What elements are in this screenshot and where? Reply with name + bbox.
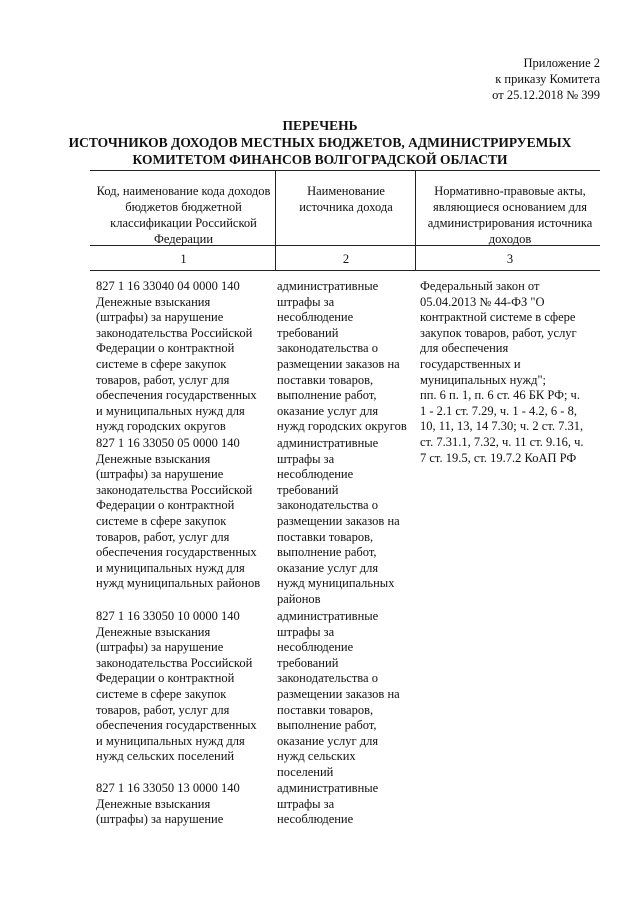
code-line: обеспечения государственных <box>96 388 257 403</box>
source-line: выполнение работ, <box>277 718 377 733</box>
code-line: системе в сфере закупок <box>96 356 227 371</box>
source-line: нужд городских округов <box>277 419 407 434</box>
code-line: 827 1 16 33050 10 0000 140 <box>96 609 240 623</box>
code-line: системе в сфере закупок <box>96 686 227 701</box>
table-row-3-code <box>96 609 271 765</box>
code-line: Федерации о контрактной <box>96 498 235 513</box>
code-line: товаров, работ, услуг для <box>96 372 230 387</box>
table-row-1-code <box>96 279 271 435</box>
code-line: нужд городских округов <box>96 419 226 434</box>
code-line: Денежные взыскания <box>96 294 211 309</box>
header-source: Наименование источника дохода <box>299 184 393 214</box>
appendix-line-1: Приложение 2 <box>523 56 600 70</box>
source-line: размещении заказов на <box>277 356 400 371</box>
source-line: законодательства о <box>277 671 378 686</box>
source-line: оказание услуг для <box>277 403 379 418</box>
table-number-divider <box>90 270 600 271</box>
table-row-2-source <box>277 436 417 608</box>
column-number-1: 1 <box>180 252 187 266</box>
title-line-2: ИСТОЧНИКОВ ДОХОДОВ МЕСТНЫХ БЮДЖЕТОВ, АДМИНИСТРИРУЕМЫХ <box>68 135 572 150</box>
code-line: и муниципальных нужд для <box>96 733 245 748</box>
code-line: системе в сфере закупок <box>96 513 227 528</box>
column-number-2: 2 <box>342 252 350 266</box>
code-line: (штрафы) за нарушение <box>96 812 224 827</box>
code-line: законодательства Российской <box>96 655 253 670</box>
source-line: административные <box>277 609 379 623</box>
table-row-2-code <box>96 436 271 592</box>
source-line: районов <box>277 591 321 606</box>
document-title <box>40 117 600 168</box>
source-line: требований <box>277 482 339 497</box>
legal-line: государственных и <box>420 356 521 371</box>
legal-line: муниципальных нужд"; <box>420 372 547 387</box>
code-line: и муниципальных нужд для <box>96 403 245 418</box>
source-line: размещении заказов на <box>277 686 400 701</box>
code-line: товаров, работ, услуг для <box>96 702 230 717</box>
code-line: Федерации о контрактной <box>96 341 235 356</box>
legal-line: 05.04.2013 № 44-ФЗ "О <box>420 294 545 309</box>
legal-line: для обеспечения <box>420 341 509 356</box>
source-line: размещении заказов на <box>277 513 400 528</box>
legal-line: ст. 7.31.1, 7.32, ч. 11 ст. 9.16, ч. <box>420 434 584 449</box>
code-line: Денежные взыскания <box>96 796 211 811</box>
source-line: поставки товаров, <box>277 529 374 544</box>
code-line: (штрафы) за нарушение <box>96 640 224 655</box>
source-line: штрафы за <box>277 451 335 466</box>
code-line: и муниципальных нужд для <box>96 560 245 575</box>
legal-line: пп. 6 п. 1, п. 6 ст. 46 БК РФ; ч. <box>420 388 580 403</box>
code-line: законодательства Российской <box>96 325 253 340</box>
legal-line: контрактной системе в сфере <box>420 310 576 325</box>
table-row-4-code <box>96 781 271 828</box>
code-line: товаров, работ, услуг для <box>96 529 230 544</box>
legal-line: 1 - 2.1 ст. 7.29, ч. 1 - 4.2, 6 - 8, <box>420 403 577 418</box>
source-line: административные <box>277 436 379 450</box>
source-line: несоблюдение <box>277 640 354 655</box>
column-divider-2 <box>415 170 416 270</box>
source-line: оказание услуг для <box>277 733 379 748</box>
code-line: Денежные взыскания <box>96 451 211 466</box>
source-line: оказание услуг для <box>277 560 379 575</box>
column-divider-1 <box>275 170 276 270</box>
table-legal-basis <box>420 279 600 466</box>
appendix-line-3: от 25.12.2018 № 399 <box>492 88 600 102</box>
code-line: нужд сельских поселений <box>96 749 235 764</box>
source-line: законодательства о <box>277 341 378 356</box>
source-line: штрафы за <box>277 796 335 811</box>
table-row-3-source <box>277 609 417 781</box>
source-line: несоблюдение <box>277 310 354 325</box>
source-line: нужд сельских <box>277 749 356 764</box>
code-line: (штрафы) за нарушение <box>96 467 224 482</box>
legal-line: 7 ст. 19.5, ст. 19.7.2 КоАП РФ <box>420 450 577 465</box>
source-line: выполнение работ, <box>277 388 377 403</box>
column-number-3: 3 <box>506 252 514 266</box>
code-line: (штрафы) за нарушение <box>96 310 224 325</box>
legal-line: закупок товаров, работ, услуг <box>420 325 577 340</box>
source-line: законодательства о <box>277 498 378 513</box>
source-line: поставки товаров, <box>277 372 374 387</box>
table-row-1-source <box>277 279 417 435</box>
table-row-4-source <box>277 781 417 828</box>
legal-line: 10, 11, 13, 14 7.30; ч. 2 ст. 7.31, <box>420 419 584 434</box>
title-line-3: КОМИТЕТОМ ФИНАНСОВ ВОЛГОГРАДСКОЙ ОБЛАСТИ <box>132 152 508 167</box>
code-line: Федерации о контрактной <box>96 671 235 686</box>
appendix-line-2: к приказу Комитета <box>495 72 600 86</box>
source-line: поселений <box>277 764 334 779</box>
code-line: Денежные взыскания <box>96 624 211 639</box>
source-line: штрафы за <box>277 624 335 639</box>
header-code: Код, наименование кода доходов бюджетов бюджетной классификации Российской Федерации <box>96 184 271 246</box>
source-line: требований <box>277 655 339 670</box>
source-line: несоблюдение <box>277 467 354 482</box>
source-line: требований <box>277 325 339 340</box>
title-line-1: ПЕРЕЧЕНЬ <box>282 118 358 133</box>
appendix-note <box>492 55 600 103</box>
code-line: обеспечения государственных <box>96 545 257 560</box>
source-line: нужд муниципальных <box>277 576 395 591</box>
source-line: административные <box>277 279 379 293</box>
header-legal: Нормативно-правовые акты, являющиеся основанием для администрирования источника доходов <box>427 184 593 246</box>
source-line: несоблюдение <box>277 812 354 827</box>
legal-line: Федеральный закон от <box>420 279 540 293</box>
table-top-border <box>90 170 600 171</box>
source-line: выполнение работ, <box>277 545 377 560</box>
code-line: 827 1 16 33050 05 0000 140 <box>96 436 240 450</box>
code-line: обеспечения государственных <box>96 718 257 733</box>
code-line: нужд муниципальных районов <box>96 576 261 591</box>
source-line: административные <box>277 781 379 795</box>
code-line: 827 1 16 33050 13 0000 140 <box>96 781 240 795</box>
source-line: поставки товаров, <box>277 702 374 717</box>
source-line: штрафы за <box>277 294 335 309</box>
code-line: законодательства Российской <box>96 482 253 497</box>
code-line: 827 1 16 33040 04 0000 140 <box>96 279 240 293</box>
